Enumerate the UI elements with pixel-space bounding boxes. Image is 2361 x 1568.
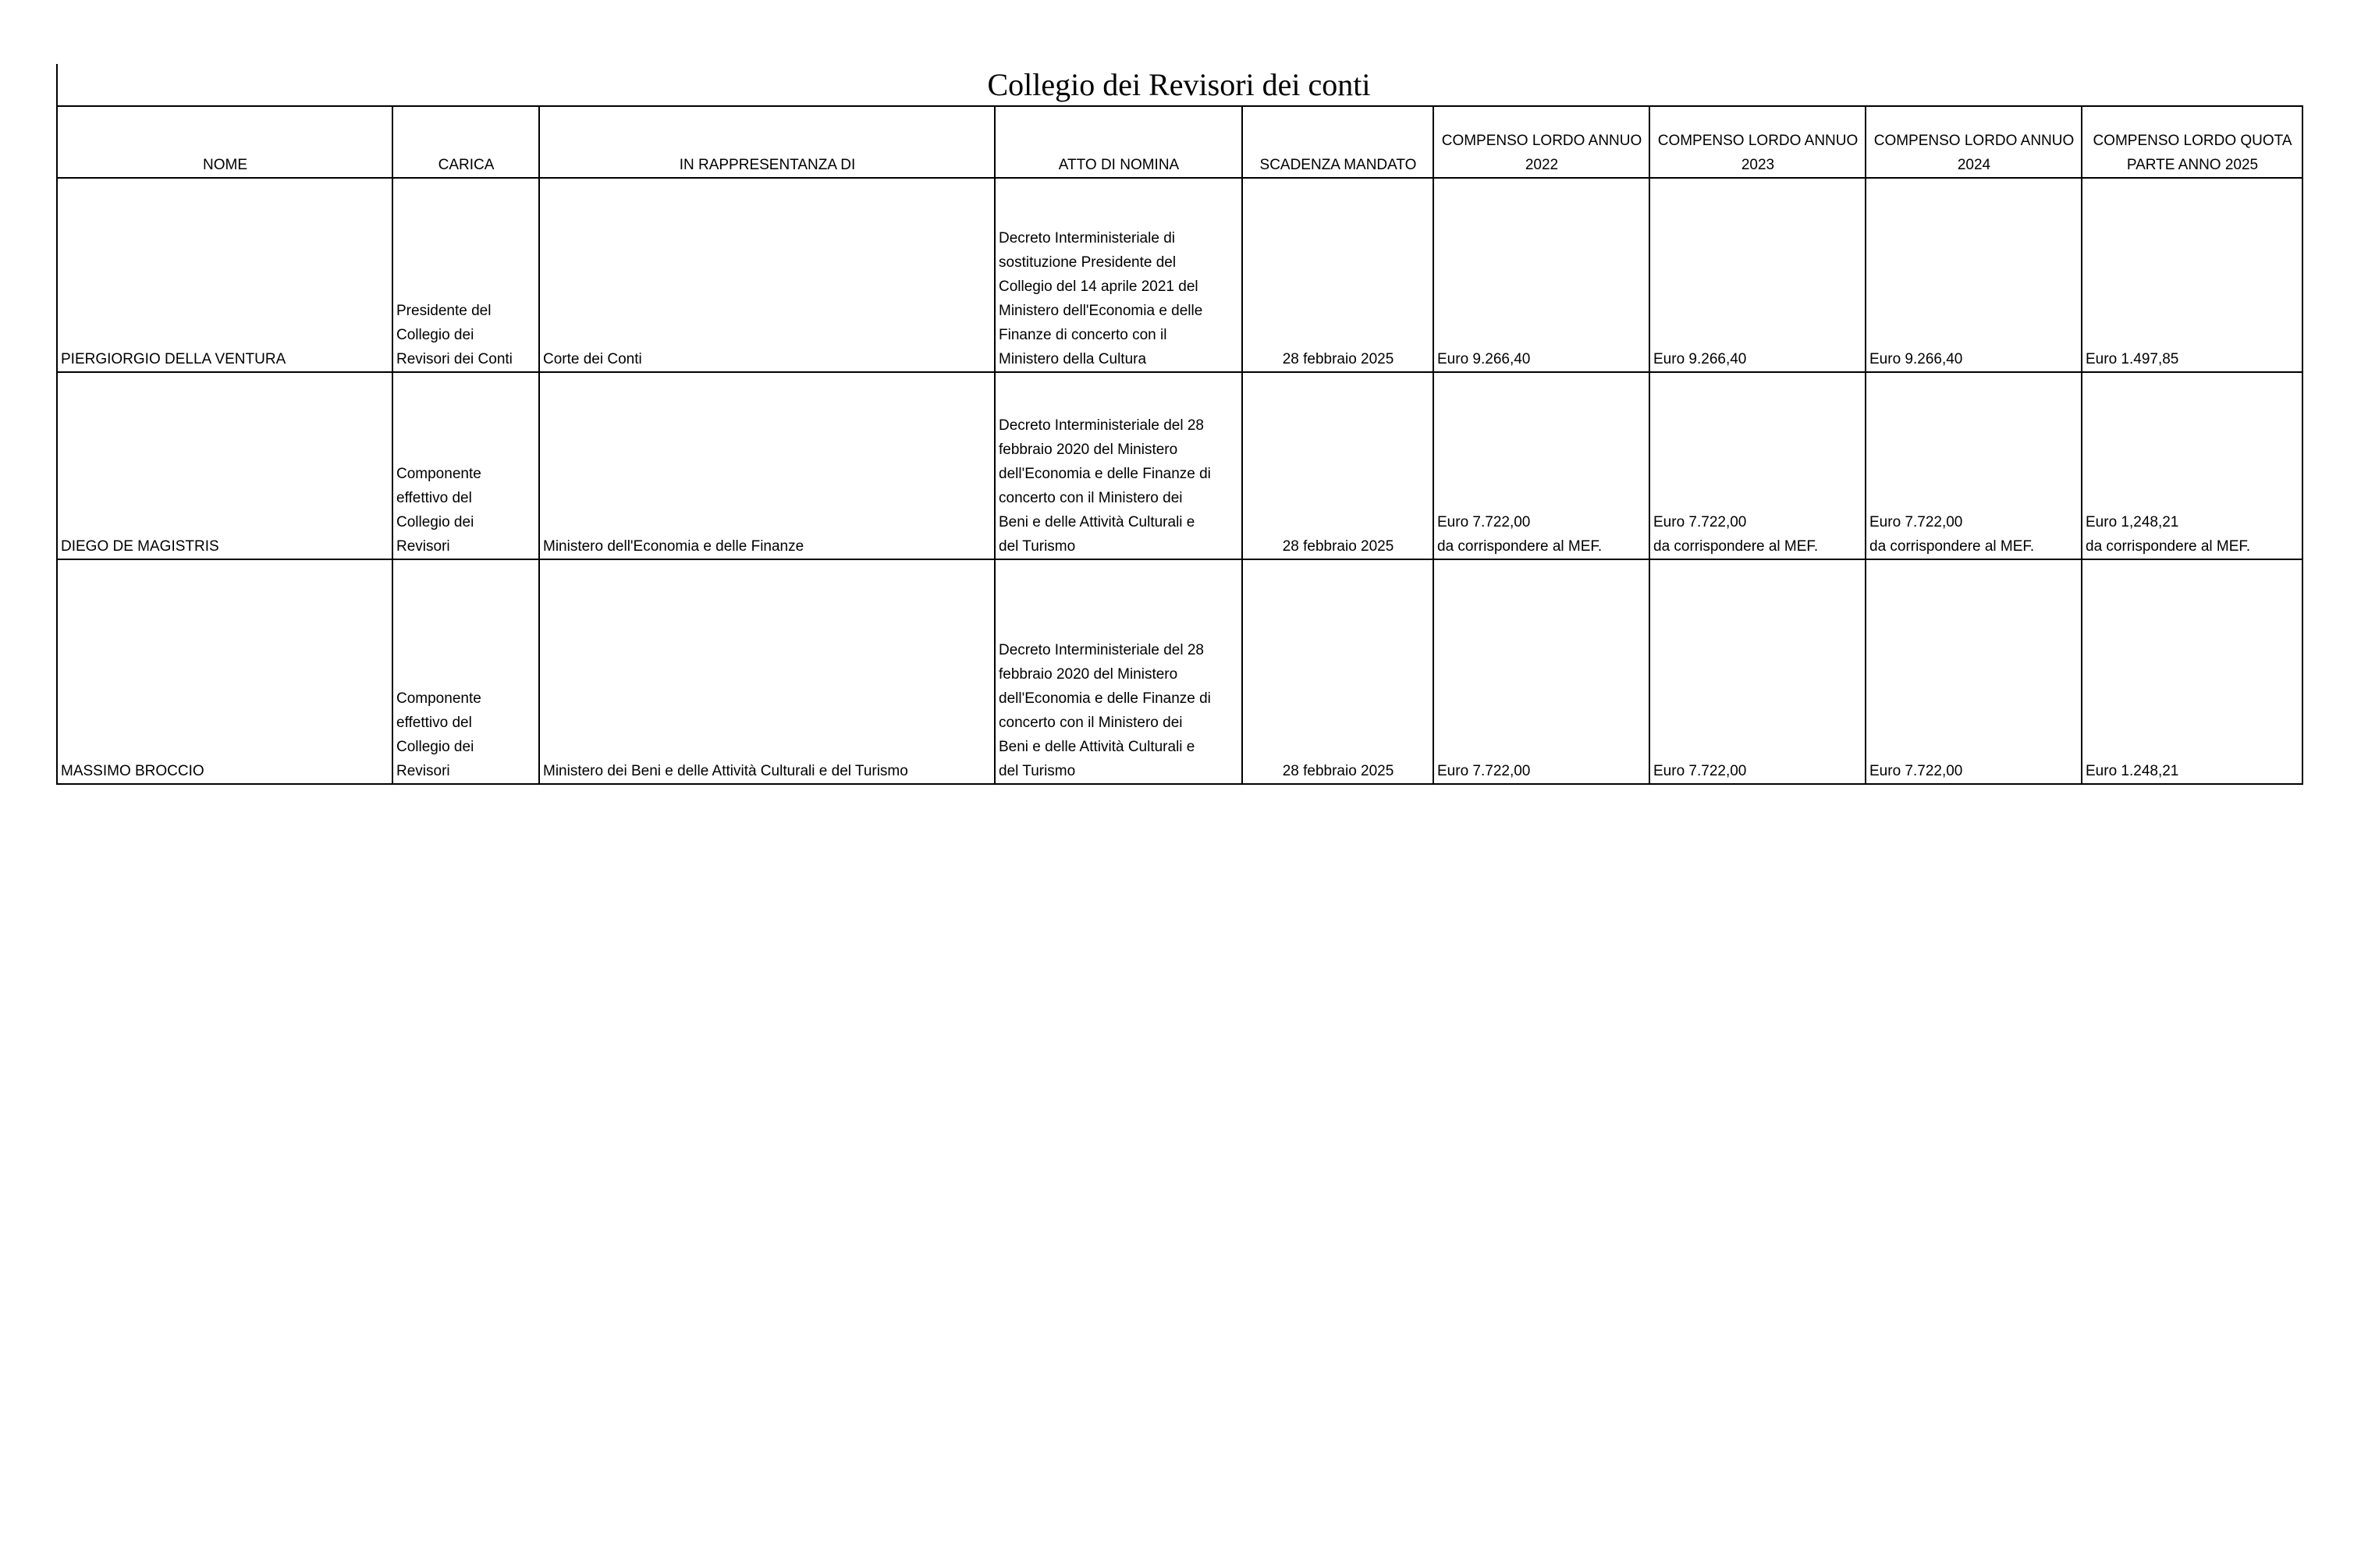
header-compenso-2025: COMPENSO LORDO QUOTA PARTE ANNO 2025 (2082, 106, 2302, 178)
cell-compenso-2024: Euro 7.722,00 da corrispondere al MEF. (1866, 372, 2082, 559)
cell-compenso-2025: Euro 1,248,21 da corrispondere al MEF. (2082, 372, 2302, 559)
cell-atto-nomina: Decreto Interministeriale del 28 febbraio 2020 del Ministero dell'Economia e delle Finanze di concerto con il Ministero dei Beni e delle Attività Culturali e del Turismo (995, 372, 1242, 559)
cell-compenso-2024: Euro 9.266,40 (1866, 178, 2082, 372)
cell-nome: DIEGO DE MAGISTRIS (57, 372, 392, 559)
cell-scadenza: 28 febbraio 2025 (1242, 178, 1433, 372)
cell-rappresentanza: Ministero dell'Economia e delle Finanze (539, 372, 995, 559)
document-title: Collegio dei Revisori dei conti (987, 67, 1371, 102)
cell-atto-nomina: Decreto Interministeriale del 28 febbraio 2020 del Ministero dell'Economia e delle Finanze di concerto con il Ministero dei Beni e delle Attività Culturali e del Turismo (995, 559, 1242, 784)
header-row (57, 106, 2302, 178)
cell-carica: Componente effettivo del Collegio dei Revisori (392, 372, 539, 559)
cell-atto-nomina: Decreto Interministeriale di sostituzione Presidente del Collegio del 14 aprile 2021 del Ministero dell'Economia e delle Finanze di concerto con il Ministero della Cultura (995, 178, 1242, 372)
header-compenso-2023: COMPENSO LORDO ANNUO 2023 (1649, 106, 1866, 178)
header-nome: NOME (57, 106, 392, 178)
cell-compenso-2022: Euro 7.722,00 (1433, 559, 1649, 784)
cell-rappresentanza: Corte dei Conti (539, 178, 995, 372)
header-scadenza: SCADENZA MANDATO (1242, 106, 1433, 178)
cell-compenso-2023: Euro 7.722,00 (1649, 559, 1866, 784)
revisori-table (56, 105, 2303, 785)
cell-carica: Componente effettivo del Collegio dei Revisori (392, 559, 539, 784)
cell-compenso-2023: Euro 9.266,40 (1649, 178, 1866, 372)
cell-compenso-2025: Euro 1.248,21 (2082, 559, 2302, 784)
cell-scadenza: 28 febbraio 2025 (1242, 372, 1433, 559)
header-compenso-2024: COMPENSO LORDO ANNUO 2024 (1866, 106, 2082, 178)
table-row (57, 559, 2302, 784)
cell-nome: MASSIMO BROCCIO (57, 559, 392, 784)
cell-compenso-2023: Euro 7.722,00 da corrispondere al MEF. (1649, 372, 1866, 559)
cell-compenso-2022: Euro 9.266,40 (1433, 178, 1649, 372)
header-atto-nomina: ATTO DI NOMINA (995, 106, 1242, 178)
cell-carica: Presidente del Collegio dei Revisori dei Conti (392, 178, 539, 372)
cell-compenso-2025: Euro 1.497,85 (2082, 178, 2302, 372)
header-carica: CARICA (392, 106, 539, 178)
cell-nome: PIERGIORGIO DELLA VENTURA (57, 178, 392, 372)
cell-scadenza: 28 febbraio 2025 (1242, 559, 1433, 784)
cell-rappresentanza: Ministero dei Beni e delle Attività Culturali e del Turismo (539, 559, 995, 784)
table-row (57, 178, 2302, 372)
header-compenso-2022: COMPENSO LORDO ANNUO 2022 (1433, 106, 1649, 178)
header-rappresentanza: IN RAPPRESENTANZA DI (539, 106, 995, 178)
cell-compenso-2022: Euro 7.722,00 da corrispondere al MEF. (1433, 372, 1649, 559)
table-row (57, 372, 2302, 559)
cell-compenso-2024: Euro 7.722,00 (1866, 559, 2082, 784)
